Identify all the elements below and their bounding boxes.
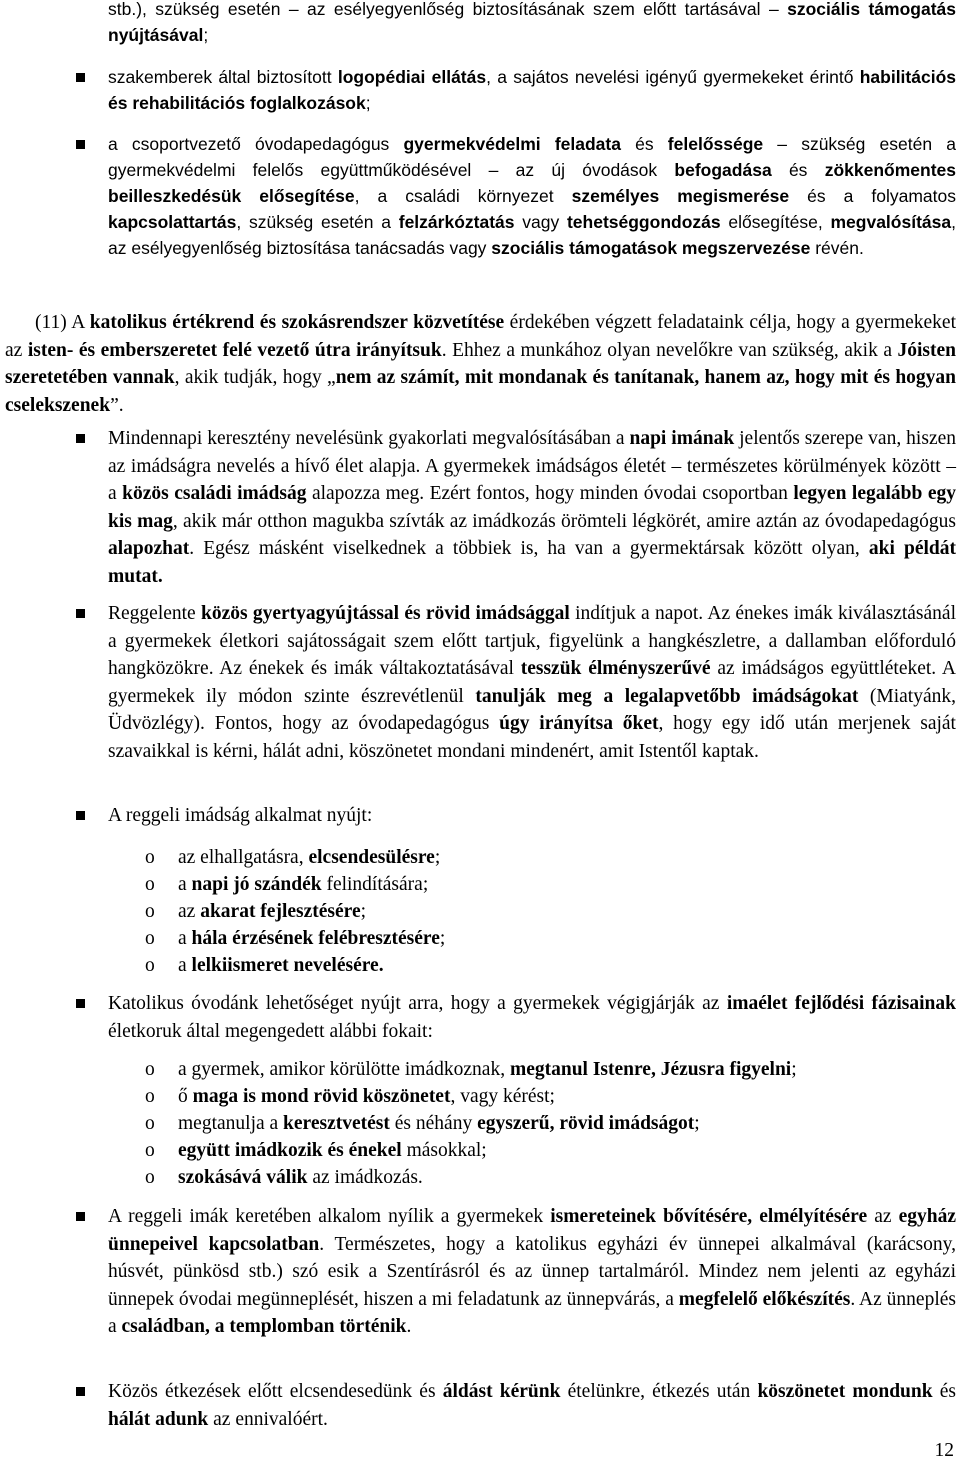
text-run: Közös étkezések előtt elcsendesedünk és <box>108 1381 443 1402</box>
bold-text-run: lelkiismeret nevelésére. <box>191 955 384 976</box>
text-run: . Természetes, hogy a katolikus egyházi év ünnepei alkalmával (karácsony, húsvét, pünkösd stb.) szó esik a Szentírásról és az ünnep tartalmáról. Mindez nem jelenti az egyházi ünnepek óvodai megünneplését, hiszen a mi feladatunk az ünnepvárás, a <box>108 1233 956 1310</box>
list-item <box>178 1056 797 1084</box>
list-item <box>178 925 445 953</box>
bold-text-run: befogadása <box>674 160 772 180</box>
list-item <box>178 871 428 899</box>
list-item <box>178 1137 487 1165</box>
bold-text-run: úgy irányítsa őket <box>499 713 659 734</box>
bold-text-run: közös gyertyagyújtással és rövid imádsággal <box>200 603 570 624</box>
list-marker: o <box>145 1140 155 1161</box>
text-run: az <box>867 1206 899 1227</box>
bold-text-run: szociális támogatások megszervezése <box>491 238 811 258</box>
bold-text-run: együtt imádkozik és énekel <box>178 1140 402 1161</box>
text-run: Katolikus óvodánk lehetőséget nyújt arra, hogy a gyermekek végigjárják az <box>108 993 727 1014</box>
bold-text-run: tehetséggondozás <box>566 212 721 232</box>
square-bullet-icon <box>76 434 85 443</box>
square-bullet-icon <box>76 1212 85 1221</box>
text-run: A reggeli imák keretében alkalom nyílik a gyermekek <box>108 1206 551 1227</box>
bold-text-run: hála érzésének felébresztésére <box>191 928 440 949</box>
bullet-katolikus-ovoda <box>108 990 956 1045</box>
list-marker: o <box>145 1059 155 1080</box>
bold-text-run: megtanul Istenre, Jézusra figyelni <box>509 1059 792 1080</box>
text-run: jelentős szerepe van, hiszen az imádságra nevelés a hívő élet alapja. A gyermekek imádságos életét – természetes körülmények között – a <box>108 428 956 504</box>
text-run: és <box>932 1381 956 1402</box>
bold-text-run: megvalósítása <box>830 212 952 232</box>
text-run: és <box>620 134 668 154</box>
square-bullet-icon <box>76 811 85 820</box>
text-run: – szükség esetén a gyermekvédelmi felelős együttműködésével – az új óvodások <box>108 134 957 180</box>
text-run: . Az ünneplés a <box>108 1288 956 1337</box>
bold-text-run: hálát adunk <box>108 1408 209 1430</box>
bold-text-run: ismereteinek bővítésére, elmélyítésére <box>550 1206 868 1227</box>
text-run: ; <box>203 25 209 45</box>
bold-text-run: egyszerű, rövid imádságot <box>477 1113 695 1134</box>
list-marker: o <box>145 928 155 949</box>
bold-text-run: imaélet fejlődési fázisainak <box>726 993 956 1014</box>
bold-text-run: tanulják meg a legalapvetőbb imádságokat <box>475 685 859 707</box>
text-run: ”. <box>110 394 124 416</box>
text-run: Reggelente <box>108 603 201 624</box>
bold-text-run: katolikus értékrend és szokásrendszer közvetítése <box>89 312 505 333</box>
text-run: ; <box>365 93 371 113</box>
bold-text-run: maga is mond rövid köszönetet <box>192 1086 451 1107</box>
text-run: . Ehhez a munkához olyan nevelőkre van szükség, akik a <box>441 339 898 361</box>
paragraph-continuation <box>108 0 956 48</box>
bold-text-run: személyes megismerése <box>571 186 790 206</box>
text-run: a <box>178 874 192 895</box>
bullet-reggelente <box>108 600 956 765</box>
text-run: A reggeli imádság alkalmat nyújt: <box>108 805 373 826</box>
text-run: , a sajátos nevelési igényű gyermekeket érintő <box>486 67 860 87</box>
list-marker: o <box>145 1086 155 1107</box>
bold-text-run: szokásává válik <box>178 1167 308 1188</box>
text-run: az <box>178 901 201 922</box>
text-run: életkoruk által megengedett alábbi fokait: <box>108 1020 433 1042</box>
text-run: felindítására; <box>321 874 429 895</box>
bold-text-run: habilitációs és rehabilitációs foglalkozások <box>108 67 956 113</box>
list-item <box>178 1164 423 1192</box>
bold-text-run: napi jó szándék <box>191 874 322 895</box>
list-item <box>178 1083 555 1111</box>
text-run: , a családi környezet <box>354 186 572 206</box>
text-run: ő <box>178 1086 193 1107</box>
text-run: . Egész másként viselkednek a többiek is, ha van a gyermektársak között olyan, <box>189 538 869 559</box>
text-run: a <box>178 928 192 949</box>
list-marker: o <box>145 847 155 868</box>
text-run: , szükség esetén a <box>236 212 399 232</box>
list-item <box>178 1110 700 1138</box>
text-run: érdekében végzett feladataink célja, hogy a gyermekeket az <box>5 312 957 361</box>
bold-text-run: köszönetet mondunk <box>757 1381 933 1402</box>
text-run: a gyermek, amikor körülötte imádkoznak, <box>178 1059 510 1080</box>
square-bullet-icon <box>76 1387 85 1396</box>
bold-text-run: logopédiai ellátás <box>337 67 487 87</box>
text-run: ; <box>791 1059 797 1080</box>
square-bullet-icon <box>76 140 85 149</box>
bullet-reggeli-imadsag <box>108 802 956 830</box>
text-run: megtanulja a <box>178 1113 284 1134</box>
bold-text-run: gyermekvédelmi feladata <box>403 134 621 154</box>
text-run: , akik már otthon magukba szívták az imádkozás örömteli légkörét, amire aztán az óvodapedagógus <box>172 510 956 532</box>
text-run: indítjuk a napot. Az énekes imák kiválasztásánál a gyermekek életkori sajátosságait szem előtt tartjuk, figyelünk a hangkészletre, a dallamban előforduló hangközökre. Az énekek és imák váltakoztatásával <box>108 603 956 679</box>
text-run: az ennivalóért. <box>208 1408 328 1430</box>
bold-text-run: aki példát mutat. <box>108 538 956 587</box>
text-run: stb.), szükség esetén – az esélyegyenlőség biztosításának szem előtt tartásával – <box>108 0 788 19</box>
text-run: ; <box>360 901 367 922</box>
square-bullet-icon <box>76 999 85 1008</box>
bold-text-run: elcsendesülésre <box>308 847 435 868</box>
bold-text-run: nem az számít, mit mondanak és tanítanak, hanem az, hogy mit és hogyan cselekszenek <box>5 367 957 416</box>
text-run: , hogy egy idő után merjenek saját szavaikkal is kérni, hálát adni, köszönetet mondani mindenért, amit Istentől kaptak. <box>108 713 956 762</box>
bullet-napi-ima <box>108 425 956 590</box>
text-run: a <box>178 955 192 976</box>
list-item <box>178 952 384 980</box>
bold-text-run: akarat fejlesztésére <box>200 901 361 922</box>
text-run: és néhány <box>389 1113 478 1134</box>
bold-text-run: isten- és emberszeretet felé vezető útra irányítsuk <box>27 339 442 361</box>
bold-text-run: legyen legalább egy kis mag <box>108 483 956 532</box>
list-marker: o <box>145 955 155 976</box>
text-run: és a folyamatos <box>789 186 956 206</box>
text-run: Mindennapi keresztény nevelésünk gyakorlati megvalósításában a <box>108 428 630 449</box>
bold-text-run: keresztvetést <box>283 1113 390 1134</box>
text-run: alapozza meg. Ezért fontos, hogy minden óvodai csoportban <box>306 483 794 504</box>
text-run: az elhallgatásra, <box>178 847 309 868</box>
bullet-gyermekvedelem <box>108 131 956 261</box>
text-run: ételünkre, étkezés után <box>560 1381 758 1402</box>
text-run: szakemberek által biztosított <box>108 67 338 87</box>
list-item <box>178 844 440 872</box>
square-bullet-icon <box>76 609 85 618</box>
bold-text-run: családban, a templomban történik <box>121 1316 407 1337</box>
bold-text-run: kapcsolattartás <box>108 212 237 232</box>
text-run: , az esélyegyenlőség biztosítása tanácsadás vagy <box>108 212 956 258</box>
list-marker: o <box>145 901 155 922</box>
text-run: ; <box>694 1113 700 1134</box>
text-run: és <box>771 160 825 180</box>
list-marker: o <box>145 1167 155 1188</box>
text-run: az imádkozás. <box>307 1167 423 1188</box>
text-run: (Miatyánk, Üdvözlégy). Fontos, hogy az óvodapedagógus <box>108 685 956 734</box>
text-run: ; <box>439 928 446 949</box>
bold-text-run: alapozhat <box>108 538 190 559</box>
bold-text-run: egyház ünnepeivel kapcsolatban <box>108 1206 957 1255</box>
bold-text-run: szociális támogatás nyújtásával <box>108 0 956 45</box>
text-run: , vagy kérést; <box>450 1086 555 1107</box>
bold-text-run: zökkenőmentes beilleszkedésük elősegítése <box>108 160 956 206</box>
section-11-paragraph <box>5 309 956 419</box>
list-marker: o <box>145 874 155 895</box>
text-run: révén. <box>810 238 864 258</box>
bold-text-run: felzárkóztatás <box>398 212 515 232</box>
text-run: vagy <box>514 212 567 232</box>
bullet-logopedia <box>108 64 956 116</box>
bold-text-run: közös családi imádság <box>122 483 307 504</box>
bold-text-run: Jóisten szeretetében vannak <box>5 339 956 388</box>
bullet-unnepek <box>108 1203 956 1341</box>
list-marker: o <box>145 1113 155 1134</box>
text-run: . <box>406 1316 412 1337</box>
bold-text-run: napi imának <box>629 428 735 449</box>
bold-text-run: áldást kérünk <box>442 1381 561 1402</box>
text-run: a csoportvezető óvodapedagógus <box>108 134 404 154</box>
text-run: ; <box>434 847 441 868</box>
text-run: elősegítése, <box>720 212 831 232</box>
bold-text-run: tesszük élményszerűvé <box>520 658 711 679</box>
bold-text-run: megfelelő előkészítés <box>678 1288 851 1310</box>
text-run: , akik tudják, hogy „ <box>174 367 336 388</box>
text-run: másokkal; <box>401 1140 487 1161</box>
bullet-etkezes <box>108 1378 956 1433</box>
bold-text-run: felelőssége <box>667 134 764 154</box>
square-bullet-icon <box>76 73 85 82</box>
text-run: az imádságos együttléteket. A gyermekek ily módon szinte észrevétlenül <box>108 658 956 707</box>
text-run: (11) A <box>35 312 90 333</box>
list-item <box>178 898 366 926</box>
page-number: 12 <box>934 1440 954 1461</box>
